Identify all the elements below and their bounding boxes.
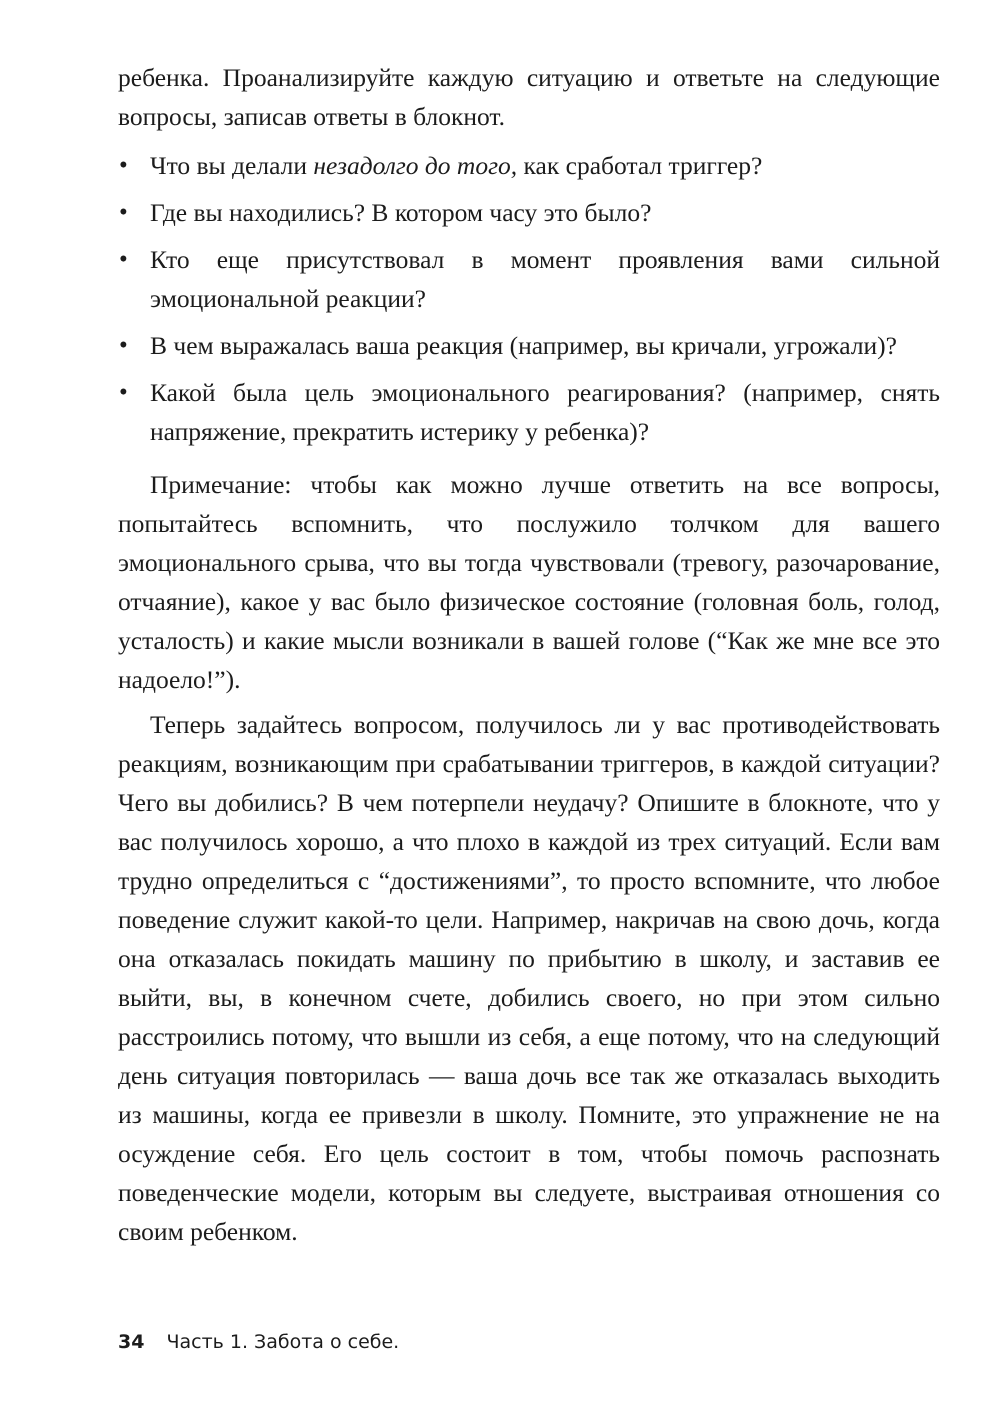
chapter-title: Часть 1. Забота о себе. bbox=[166, 1331, 400, 1353]
page-footer bbox=[118, 1330, 399, 1354]
note-paragraph: Примечание: чтобы как можно лучше ответить на все вопросы, попытайтесь вспомнить, что послужило толчком для вашего эмоционального срыва, что вы тогда чувствовали (тревогу, разочарование, отчаяние), какое у вас было физическое состояние (головная боль, голод, усталость) и какие мысли возникали в вашей голове (“Как же мне все это надоело!”). bbox=[118, 470, 940, 694]
bullet-icon: • bbox=[119, 199, 128, 226]
list-item bbox=[118, 240, 940, 318]
bullet-icon: • bbox=[119, 379, 128, 406]
list-item-italic: незадолго до того, bbox=[313, 151, 518, 180]
body-paragraph: Теперь задайтесь вопросом, получилось ли у вас противодействовать реакциям, возникающим при срабатывании триггеров, в каждой ситуации? Чего вы добились? В чем потерпели неудачу? Опишите в блокноте, что у вас получилось хорошо, а что плохо в каждой из трех ситуаций. Если вам трудно определиться с “достижениями”, то просто вспомните, что любое поведение служит какой-то цели. Например, накричав на свою дочь, когда она отказалась покидать машину по прибытию в школу, и заставив ее выйти, вы, в конечном счете, добились своего, но при этом сильно расстроились потому, что вышли из себя, а еще потому, что на следующий день ситуация повторилась — ваша дочь все так же отказалась выходить из машины, когда ее привезли в школу. Помните, это упражнение не на осуждение себя. Его цель состоит в том, чтобы помочь распознать поведенческие модели, которым вы следуете, выстраивая отношения со своим ребенком. bbox=[118, 710, 940, 1246]
list-item-text: Какой была цель эмоционального реагирования? (например, снять напряжение, прекратить истерику у ребенка)? bbox=[150, 378, 940, 446]
list-item-text: В чем выражалась ваша реакция (например, вы кричали, угрожали)? bbox=[150, 331, 897, 360]
list-item bbox=[118, 193, 940, 232]
bullet-icon: • bbox=[119, 246, 128, 273]
page-number: 34 bbox=[118, 1331, 145, 1353]
intro-paragraph: ребенка. Проанализируйте каждую ситуацию и ответьте на следующие вопросы, записав ответы в блокнот. bbox=[118, 63, 940, 131]
list-item bbox=[118, 373, 940, 451]
list-item bbox=[118, 326, 940, 365]
bullet-icon: • bbox=[119, 332, 128, 359]
list-item-text: Где вы находились? В котором часу это было? bbox=[150, 198, 652, 227]
list-item-text: Кто еще присутствовал в момент проявления вами сильной эмоциональной реакции? bbox=[150, 245, 940, 313]
bullet-icon: • bbox=[119, 152, 128, 179]
page-content bbox=[118, 58, 940, 1251]
question-list bbox=[118, 146, 940, 451]
list-item-text-end: как сработал триггер? bbox=[517, 151, 763, 180]
list-item bbox=[118, 146, 940, 185]
list-item-text: Что вы делали bbox=[150, 151, 314, 180]
